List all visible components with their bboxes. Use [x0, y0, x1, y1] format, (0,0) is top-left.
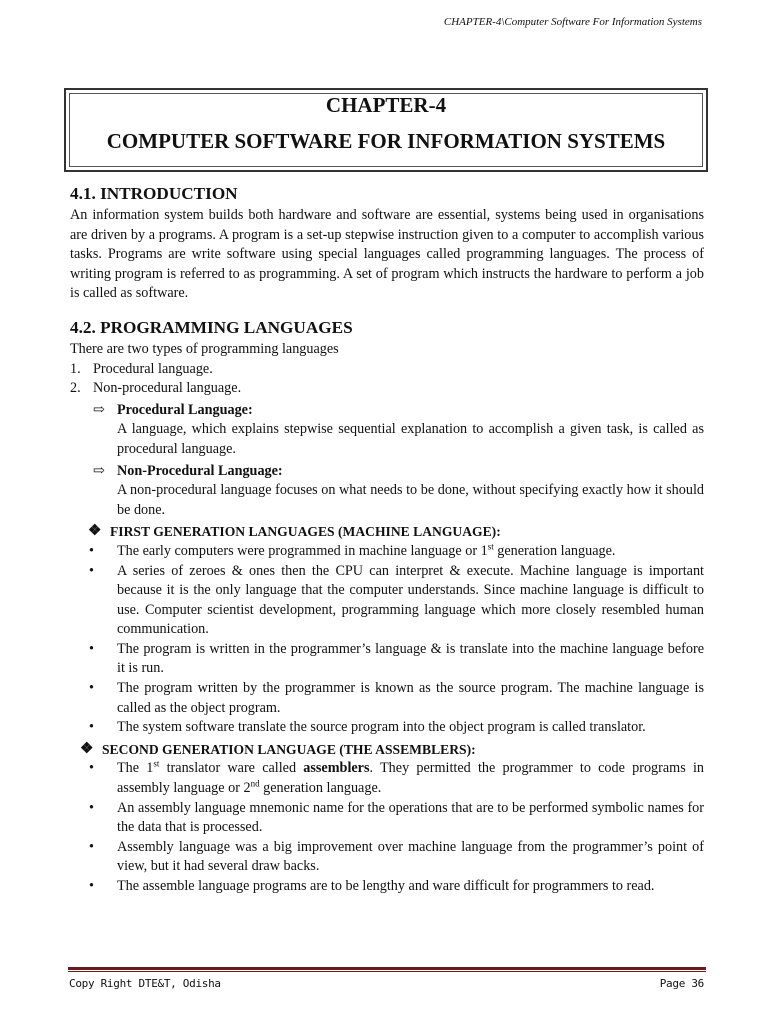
list-item — [70, 718, 704, 738]
second-generation-list — [70, 759, 704, 896]
list-item — [70, 542, 704, 562]
definition-body: A non-procedural language focuses on what needs to be done, without specifying exactly how it should be done. — [117, 482, 704, 518]
definition-term: Procedural Language: — [117, 401, 253, 418]
main-content — [70, 182, 704, 897]
list-item — [70, 562, 704, 640]
list-item-text: An assembly language mnemonic name for the operations that are to be performed symbolic names for the data that is processed. — [117, 799, 704, 836]
subsection-heading-second-generation — [80, 740, 704, 760]
footer-copyright: Copy Right DTE&T, Odisha — [69, 977, 221, 990]
subsection-title: SECOND GENERATION LANGUAGE (THE ASSEMBLERS): — [102, 741, 476, 757]
list-item-text: A series of zeroes & ones then the CPU can interpret & execute. Machine language is important because it is the only language that the computer understands. Since machine language is difficult to use. Computer scientist development, programming language which more closely resembled human communication. — [117, 562, 704, 638]
text-run: The early computers were programmed in machine language or 1 — [117, 542, 488, 559]
item-text: Non-procedural language. — [93, 380, 242, 397]
superscript: st — [153, 758, 160, 769]
list-item-text: The program is written in the programmer’s language & is translate into the machine language before it is run. — [117, 640, 704, 677]
list-item-text: The system software translate the source program into the object program is called translator. — [117, 719, 646, 736]
introduction-paragraph: An information system builds both hardware and software are essential, systems being used in organisations are driven by a programs. A program is a set-up stepwise instruction given to a computer to accomplish various tasks. Programs are write software using special languages called programming languages. The process of writing program is referred to as programming. A set of program which instructs the hardware to perform a job is called as software. — [70, 207, 704, 302]
text-run: translator ware called — [159, 760, 304, 777]
list-item-text: The program written by the programmer is known as the source program. The machine language is called as the object program. — [117, 680, 704, 716]
list-item-text: Assembly language was a big improvement over machine language from the programmer’s point of view, but it had several draw backs. — [117, 838, 704, 875]
arrow-icon: ⇨ — [93, 401, 105, 418]
bullet-icon: • — [89, 838, 94, 855]
list-item — [70, 640, 704, 679]
list-item — [70, 877, 704, 897]
arrow-icon: ⇨ — [93, 462, 105, 479]
item-number: 2. — [70, 380, 81, 397]
bullet-icon: • — [89, 799, 94, 816]
item-number: 1. — [70, 360, 81, 377]
text-run: generation language. — [493, 542, 616, 559]
section-heading-programming-languages: 4.2. PROGRAMMING LANGUAGES — [70, 317, 353, 337]
programming-lead: There are two types of programming languages — [70, 340, 339, 357]
diamond-bullet-icon: ❖ — [80, 740, 94, 757]
superscript: nd — [250, 778, 260, 789]
subsection-title: FIRST GENERATION LANGUAGES (MACHINE LANGUAGE): — [110, 524, 501, 540]
bullet-icon: • — [89, 562, 94, 579]
chapter-title: COMPUTER SOFTWARE FOR INFORMATION SYSTEMS — [106, 129, 666, 153]
list-item — [70, 679, 704, 718]
text-run: generation language. — [259, 780, 382, 797]
bold-term: assemblers — [303, 760, 370, 777]
diamond-bullet-icon: ❖ — [88, 523, 102, 540]
running-head: CHAPTER-4\Computer Software For Information Systems — [443, 16, 702, 28]
subsection-heading-first-generation — [88, 522, 704, 542]
definition-body: A language, which explains stepwise sequential explanation to accomplish a given task, is called as procedural language. — [117, 421, 704, 457]
footer-rule-thin — [68, 971, 706, 972]
numbered-item — [70, 360, 704, 380]
item-text: Procedural language. — [93, 360, 213, 377]
section-heading-introduction: 4.1. INTRODUCTION — [70, 184, 238, 203]
bullet-icon: • — [89, 680, 94, 697]
chapter-number: CHAPTER-4 — [325, 93, 447, 117]
text-run: The 1 — [117, 760, 154, 777]
text-run: . They permitted the programmer to code programs in assembly language or 2 — [117, 760, 704, 797]
list-item-text: The assemble language programs are to be lengthy and ware difficult for programmers to read. — [117, 878, 655, 894]
bullet-icon: • — [89, 719, 94, 736]
definition-procedural — [93, 401, 704, 460]
superscript: st — [487, 541, 494, 552]
list-item — [70, 838, 704, 877]
first-generation-list — [70, 542, 704, 738]
numbered-item — [70, 379, 704, 399]
chapter-title-box — [64, 88, 708, 172]
definition-non-procedural — [93, 462, 704, 521]
bullet-icon: • — [89, 640, 94, 657]
footer-rule — [68, 967, 706, 970]
definition-term: Non-Procedural Language: — [117, 462, 283, 479]
bullet-icon: • — [89, 542, 94, 559]
footer-page-number: Page 36 — [659, 977, 704, 990]
bullet-icon: • — [89, 878, 94, 894]
bullet-icon: • — [89, 760, 94, 777]
list-item — [70, 759, 704, 798]
list-item — [70, 799, 704, 838]
